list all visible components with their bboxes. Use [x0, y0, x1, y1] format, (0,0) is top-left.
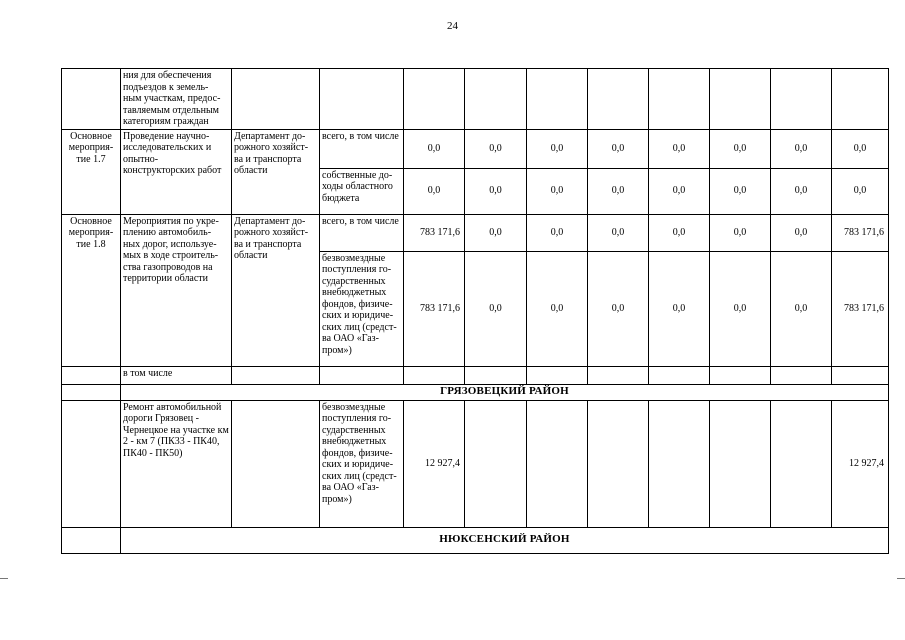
page-edge-mark	[0, 578, 8, 579]
value-cell: 0,0	[771, 251, 832, 366]
page-edge-mark	[897, 578, 905, 579]
value-cell: 0,0	[527, 214, 588, 251]
value-cell: 0,0	[771, 214, 832, 251]
measure-name: Ремонт автомобильной дороги Грязовец - Чернецкое на участке км 2 - км 7 (ПК33 - ПК40, ПК40 - ПК50)	[121, 400, 232, 527]
funding-source: собственные до- ходы областного бюджета	[320, 168, 404, 214]
value-cell: 0,0	[588, 251, 649, 366]
value-cell: 0,0	[832, 168, 889, 214]
district-header: ГРЯЗОВЕЦКИЙ РАЙОН	[121, 384, 889, 400]
value-cell: 0,0	[649, 129, 710, 168]
executor: Департамент до- рожного хозяйст- ва и транспорта области	[232, 214, 320, 366]
funding-source: всего, в том числе	[320, 129, 404, 168]
value-cell: 0,0	[771, 168, 832, 214]
value-cell: 783 171,6	[832, 251, 889, 366]
value-cell: 0,0	[527, 168, 588, 214]
value-cell: 0,0	[588, 214, 649, 251]
funding-source: безвозмездные поступления го- сударственных внебюджетных фондов, физиче- ских и юридиче- ских лиц (средст- ва ОАО «Газ- пром»)	[320, 251, 404, 366]
table-row	[62, 366, 889, 384]
measure-code: Основное мероприя- тие 1.7	[62, 129, 121, 214]
table-row	[62, 527, 889, 553]
measure-name-cont: ния для обеспечения подъездов к земель- ным участкам, предос- тавляемым отдельным категориям граждан	[121, 69, 232, 130]
value-cell: 12 927,4	[404, 400, 465, 527]
funding-source: безвозмездные поступления го- сударственных внебюджетных фондов, физиче- ских и юридиче- ских лиц (средст- ва ОАО «Газ- пром»)	[320, 400, 404, 527]
value-cell: 0,0	[465, 168, 527, 214]
funding-source: всего, в том числе	[320, 214, 404, 251]
value-cell: 0,0	[710, 129, 771, 168]
value-cell: 0,0	[710, 214, 771, 251]
value-cell: 0,0	[710, 251, 771, 366]
value-cell: 783 171,6	[404, 214, 465, 251]
value-cell: 783 171,6	[832, 214, 889, 251]
measure-code: Основное мероприя- тие 1.8	[62, 214, 121, 366]
value-cell: 0,0	[527, 129, 588, 168]
value-cell: 0,0	[465, 129, 527, 168]
value-cell: 783 171,6	[404, 251, 465, 366]
value-cell: 12 927,4	[832, 400, 889, 527]
value-cell: 0,0	[404, 168, 465, 214]
executor: Департамент до- рожного хозяйст- ва и транспорта области	[232, 129, 320, 214]
value-cell: 0,0	[649, 251, 710, 366]
value-cell: 0,0	[649, 168, 710, 214]
measure-name: Мероприятия по укре- плению автомобиль- ных дорог, используе- мых в ходе строитель- ства газопроводов на территории области	[121, 214, 232, 366]
value-cell: 0,0	[588, 168, 649, 214]
measure-name: Проведение научно- исследовательских и опытно- конструкторских работ	[121, 129, 232, 214]
value-cell: 0,0	[588, 129, 649, 168]
district-header: НЮКСЕНСКИЙ РАЙОН	[121, 527, 889, 553]
value-cell: 0,0	[527, 251, 588, 366]
value-cell: 0,0	[832, 129, 889, 168]
table-row	[62, 214, 889, 251]
table-row	[62, 384, 889, 400]
value-cell: 0,0	[404, 129, 465, 168]
table-row	[62, 400, 889, 527]
value-cell: 0,0	[771, 129, 832, 168]
value-cell: 0,0	[649, 214, 710, 251]
table-row	[62, 129, 889, 168]
table-row	[62, 69, 889, 130]
funding-table	[61, 68, 889, 554]
value-cell: 0,0	[710, 168, 771, 214]
including-label: в том числе	[121, 366, 232, 384]
value-cell: 0,0	[465, 214, 527, 251]
value-cell: 0,0	[465, 251, 527, 366]
page-number: 24	[447, 20, 458, 32]
